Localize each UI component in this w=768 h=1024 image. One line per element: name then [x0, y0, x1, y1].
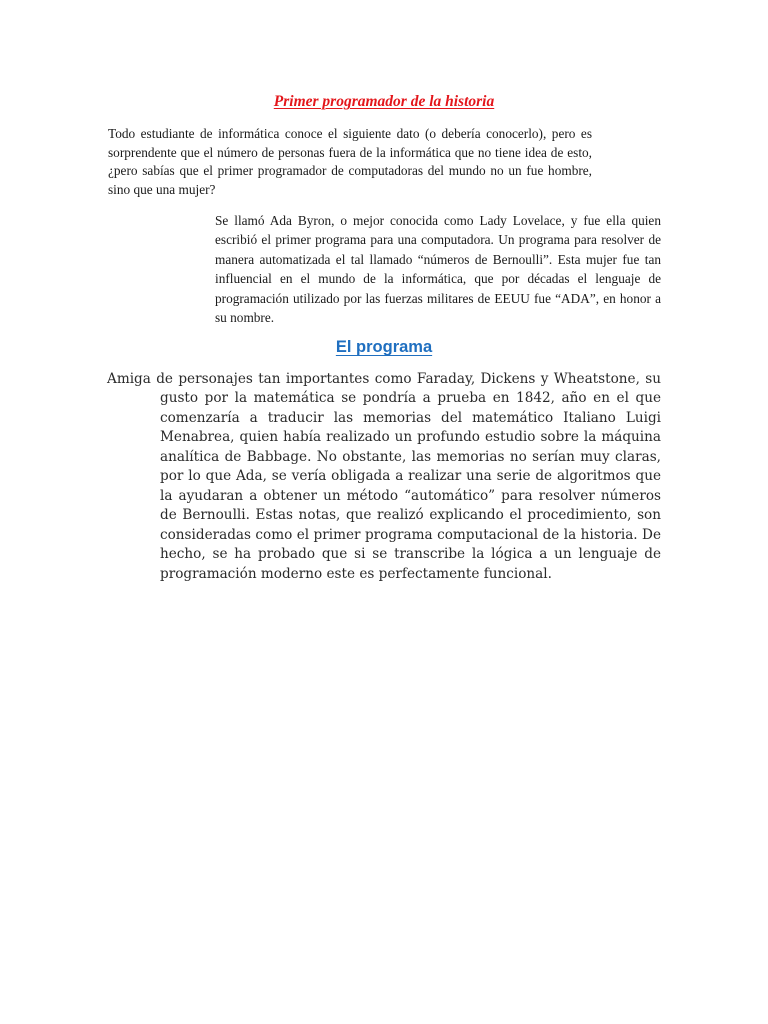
- intro-paragraph: Todo estudiante de informática conoce el siguiente dato (o debería conocerlo), pero es sorprendente que el número de personas fuera de la informática que no tiene idea de esto, ¿pero sabías que el primer programador de computadoras del mundo no un fue hombre, sino que una mujer?: [108, 126, 592, 197]
- document-title: Primer programador de la historia: [273, 93, 495, 110]
- section-heading-el-programa: El programa: [335, 338, 433, 356]
- program-paragraph: Amiga de personajes tan importantes como Faraday, Dickens y Wheatstone, su gusto por la matemática se pondría a prueba en 1842, año en el que comenzaría a traducir las memorias del matemático Italiano Luigi Menabrea, quien había realizado un profundo estudio sobre la máquina analítica de Babbage. No obstante, las memorias no serían muy claras, por lo que Ada, se vería obligada a realizar una serie de algoritmos que la ayudaran a obtener un método “automático” para resolver números de Bernoulli. Estas notas, que realizó explicando el procedimiento, son consideradas como el primer programa computacional de la historia. De hecho, se ha probado que si se transcribe la lógica a un lenguaje de programación moderno este es perfectamente funcional.: [107, 371, 661, 582]
- ada-byron-paragraph: Se llamó Ada Byron, o mejor conocida como Lady Lovelace, y fue ella quien escribió el primer programa para una computadora. Un programa para resolver de manera automatizada el tal llamado “números de Bernoulli”. Esta mujer fue tan influencial en el mundo de la informática, que por décadas el lenguaje de programación utilizado por las fuerzas militares de EEUU fue “ADA”, en honor a su nombre.: [215, 213, 661, 326]
